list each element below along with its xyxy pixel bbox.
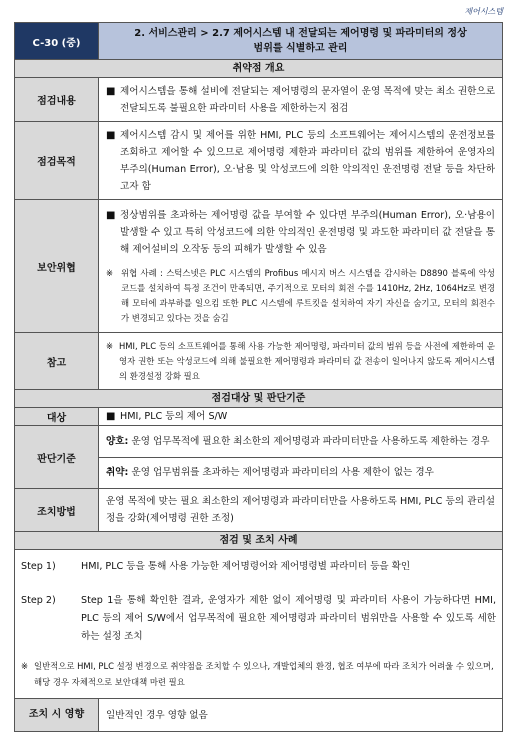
check-content-text: 제어시스템을 통해 설비에 전달되는 제어명령의 문자열이 운영 목적에 맞는 최소 권한으로 전달되도록 불필요한 파라미터 사용을 제한하는지 점검 [120,85,495,114]
checklist-sheet [14,22,503,732]
impact-label: 조치 시 영향 [15,699,99,732]
footnote-text: 일반적으로 HMI, PLC 설정 변경으로 취약점을 조치할 수 있으나, 개발업체의 환경, 협조 여부에 따라 조치가 어려울 수 있으며, 해당 경우 자체적으로 보안대책 마련 필요 [34,661,494,687]
section-action: 점검 및 조치 사례 [15,532,503,550]
check-purpose-label: 점검목적 [15,122,99,200]
step-1 [21,558,496,576]
target-label: 대상 [15,408,99,426]
reference-text: HMI, PLC 등의 소프트웨어를 통해 사용 가능한 제어명령, 파라미터 값의 범위 등을 사전에 제한하여 운영자 권한 또는 악성코드에 의해 불필요한 제어명령과 파라미터 값 전송이 일어나지 않도록 제어시스템의 환경설정 강화 필요 [119,340,495,381]
step-2-label: Step 2) [21,595,56,606]
criteria-weak-cell [99,457,503,489]
item-title-line2: 범위를 식별하고 관리 [253,43,348,54]
step-1-text: HMI, PLC 등을 통해 사용 가능한 제어명령어와 제어명령별 파라미터 등을 확인 [81,561,411,572]
section-overview: 취약점 개요 [15,60,503,78]
remedy-cell [99,489,503,532]
reference-cell [99,333,503,390]
note-mark: ※ [21,661,29,671]
remedy-text: 운영 목적에 맞는 필요 최소한의 제어명령과 파라미터만을 사용하도록 HMI, PLC 등의 관리설정을 강화(제어명령 권한 조정) [106,496,495,524]
item-title-line1: 2. 서비스관리 > 2.7 제어시스템 내 전달되는 제어명령 및 파라미터의 정상 [134,28,467,39]
check-content-label: 점검내용 [15,78,99,122]
target-text: HMI, PLC 등의 제어 S/W [120,411,228,422]
security-threat-label: 보안위협 [15,200,99,333]
checklist-table [14,22,503,732]
impact-text: 일반적인 경우 영향 없음 [106,709,208,721]
target-cell [99,408,503,426]
step-2-text: Step 1을 통해 확인한 결과, 운영자가 제한 없이 제어명령 및 파라미터 사용이 가능하다면 HMI, PLC 등의 제어 S/W에서 업무목적에 필요한 제어명령과 파라미터 범위만을 사용할 수 있도록 세한하는 설정 조치 [81,595,496,642]
action-steps-cell [15,550,503,699]
bullet-icon: ■ [106,85,116,97]
criteria-label: 판단기준 [15,426,99,489]
security-threat-text: 정상범위를 초과하는 제어명령 값을 부여할 수 있다면 부주의(Human Error), 오·남용이 발생할 수 있고 특히 악성코드에 의한 악의적인 운전명령 및 과도한 파라미터 값 전달을 통해 제어설비의 오작동 등의 피해가 발생할 수 있음 [120,209,495,255]
item-title [99,23,503,60]
bullet-icon: ■ [106,209,116,221]
category-label: 제어시스템 [464,7,503,16]
threat-example-text: 위협 사례 : 스턱스넷은 PLC 시스템의 Profibus 메시지 버스 시스템을 감시하는 D8890 블록에 악성 코드를 설치하여 특정 조건이 만족되면, 주기적으로 모터의 회전 수를 1410Hz, 2Hz, 1064Hz로 변경해 모터에 과부하를 일으킴 또한 PLC 시스템에 루트킷을 설치하여 자기 자신을 숨기고, 모터의 회전수가 변경되고 있다는 것을 숨김 [121,267,495,323]
item-code: C-30 (중) [15,23,99,60]
remedy-label: 조치방법 [15,489,99,532]
note-mark: ※ [106,340,114,351]
bullet-icon: ■ [106,411,116,422]
footnote [21,658,496,690]
section-criteria: 점검대상 및 판단기준 [15,390,503,408]
step-1-label: Step 1) [21,561,56,572]
bullet-icon: ■ [106,129,116,141]
criteria-good-text: 운영 업무목적에 필요한 최소한의 제어명령과 파라미터만을 사용하도록 제한하는 경우 [131,435,490,447]
check-content-cell [99,78,503,122]
reference-label: 참고 [15,333,99,390]
impact-cell [99,699,503,732]
step-2 [21,592,496,646]
criteria-good-cell [99,426,503,458]
criteria-good-label: 양호: [106,435,129,447]
security-threat-cell [99,200,503,333]
criteria-weak-label: 취약: [106,467,129,479]
check-purpose-text: 제어시스템 감시 및 제어를 위한 HMI, PLC 등의 소프트웨어는 제어시스템의 운전정보를 조회하고 제어할 수 있으므로 제어명령 제한과 파라미터 값의 범위를 제한하여 운영자의 부주의(Human Error), 오·남용 및 악성코드에 의한 악의적인 운전명령 전달 등을 차단하고자 함 [120,129,495,192]
criteria-weak-text: 운영 업무범위를 초과하는 제어명령과 파라미터의 사용 제한이 없는 경우 [131,467,434,479]
check-purpose-cell [99,122,503,200]
note-mark: ※ [106,267,114,278]
